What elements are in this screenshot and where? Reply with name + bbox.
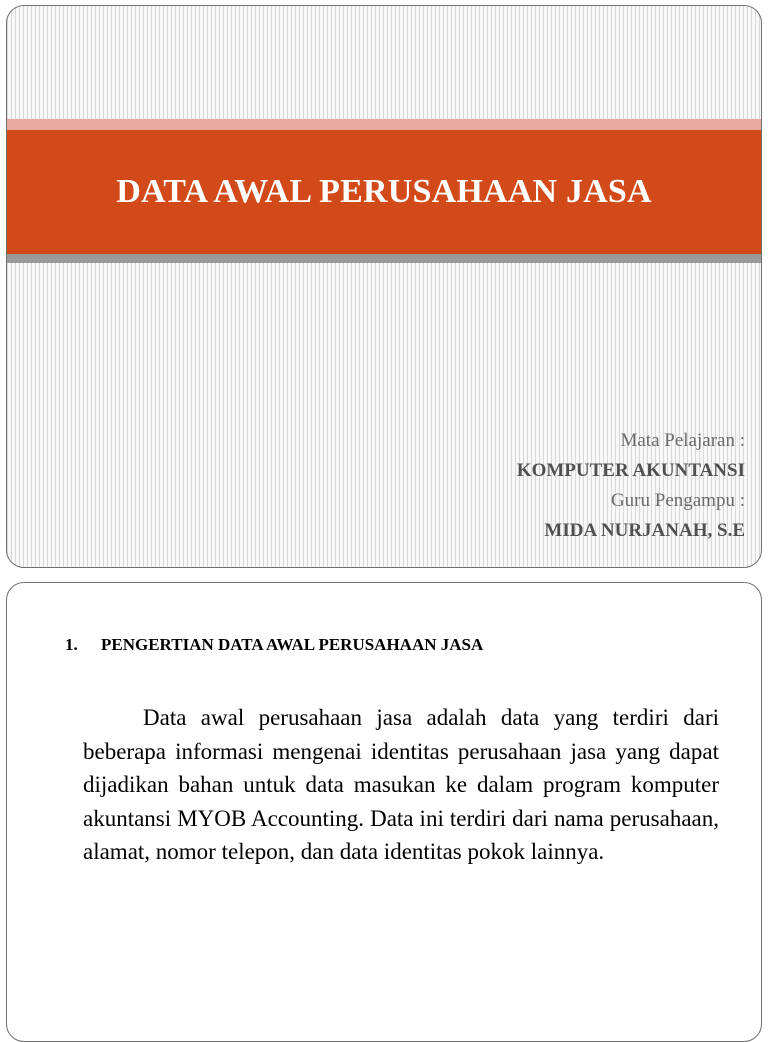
title-slide — [6, 5, 762, 568]
content-slide — [6, 582, 762, 1042]
teacher-value: MIDA NURJANAH, S.E — [544, 520, 745, 541]
subject-label: Mata Pelajaran : — [620, 430, 745, 451]
title-band — [7, 130, 761, 254]
title-band-top-stripe — [7, 119, 761, 130]
section-heading-text: PENGERTIAN DATA AWAL PERUSAHAAN JASA — [101, 635, 484, 654]
slide-title: DATA AWAL PERUSAHAAN JASA — [116, 173, 652, 210]
teacher-label: Guru Pengampu : — [610, 490, 745, 511]
section-number: 1. — [65, 635, 78, 654]
course-info — [517, 426, 745, 546]
definition-paragraph: Data awal perusahaan jasa adalah data yang terdiri dari beberapa informasi mengenai identitas perusahaan jasa yang dapat dijadikan bahan untuk data masukan ke dalam program komputer akuntansi MYOB Accounting. Data ini terdiri dari nama perusahaan, alamat, nomor telepon, dan data identitas pokok lainnya. — [83, 705, 719, 864]
subject-value: KOMPUTER AKUNTANSI — [516, 460, 745, 481]
title-band-bottom-stripe — [7, 254, 761, 263]
section-heading — [65, 635, 483, 655]
